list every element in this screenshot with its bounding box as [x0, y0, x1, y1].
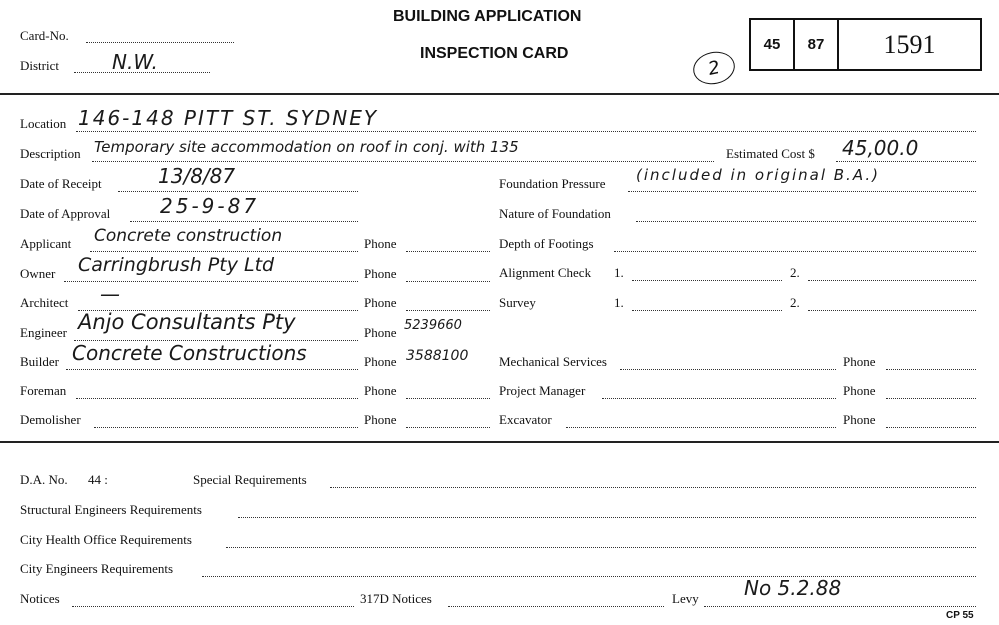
approval-value: 25-9-87	[160, 194, 260, 218]
applicant-phone-line	[406, 251, 490, 252]
project-manager-label: Project Manager	[499, 383, 586, 398]
circled-number	[690, 48, 738, 88]
foreman-phone-line	[406, 398, 490, 399]
special-requirements-line	[330, 487, 976, 488]
da-label: D.A. No.	[20, 472, 68, 487]
top-rule	[0, 93, 999, 95]
owner-label: Owner	[20, 266, 56, 281]
mechanical-phone-line	[886, 369, 976, 370]
survey-line2	[808, 310, 976, 311]
alignment-num1: 1.	[614, 265, 624, 280]
architect-value: —	[100, 282, 120, 306]
district-label: District	[20, 58, 59, 73]
location-label: Location	[20, 116, 67, 131]
foreman-phone-label: Phone	[364, 383, 397, 398]
levy-value: No 5.2.88	[744, 576, 842, 600]
project-manager-line	[602, 398, 836, 399]
demolisher-phone-label: Phone	[364, 412, 397, 427]
card-no-line	[86, 42, 234, 43]
builder-phone-value: 3588100	[406, 348, 469, 364]
foundation-pressure-line	[628, 191, 976, 192]
nature-line	[636, 221, 976, 222]
box-number: 1591	[883, 29, 936, 59]
city-engineers-label: City Engineers Requirements	[20, 561, 174, 576]
project-manager-phone-line	[886, 398, 976, 399]
applicant-label: Applicant	[20, 236, 72, 251]
notices-label: Notices	[20, 591, 60, 606]
notices-317d-label: 317D Notices	[360, 591, 432, 606]
project-manager-phone-label: Phone	[843, 383, 876, 398]
location-value: 146-148 PITT ST. SYDNEY	[78, 106, 379, 130]
engineer-phone-label: Phone	[364, 325, 397, 340]
description-line	[92, 161, 714, 162]
box-b: 87	[795, 20, 839, 69]
foundation-pressure-value: (included in original B.A.)	[636, 166, 880, 184]
estimated-cost-label: Estimated Cost $	[726, 146, 815, 161]
nature-label: Nature of Foundation	[499, 206, 611, 221]
health-line	[226, 547, 976, 548]
engineer-phone-value: 5239660	[404, 318, 462, 333]
middle-rule	[0, 441, 999, 443]
form-code: CP 55	[946, 610, 974, 621]
approval-line	[130, 221, 358, 222]
box-a: 45	[751, 20, 795, 69]
architect-phone-line	[406, 310, 490, 311]
applicant-line	[90, 251, 358, 252]
foreman-line	[76, 398, 358, 399]
owner-value: Carringbrush Pty Ltd	[78, 254, 275, 276]
alignment-line1	[632, 280, 782, 281]
structural-line	[238, 517, 976, 518]
demolisher-line	[94, 427, 358, 428]
location-line	[76, 131, 976, 132]
structural-label: Structural Engineers Requirements	[20, 502, 202, 517]
engineer-value: Anjo Consultants Pty	[78, 310, 296, 334]
city-engineers-line	[202, 576, 976, 577]
foreman-label: Foreman	[20, 383, 67, 398]
foundation-pressure-label: Foundation Pressure	[499, 176, 606, 191]
levy-label: Levy	[672, 591, 699, 606]
builder-phone-label: Phone	[364, 354, 397, 369]
survey-num2: 2.	[790, 295, 800, 310]
receipt-line	[118, 191, 358, 192]
card-no-label: Card-No.	[20, 28, 69, 43]
applicant-value: Concrete construction	[94, 226, 283, 246]
alignment-num2: 2.	[790, 265, 800, 280]
approval-label: Date of Approval	[20, 206, 111, 221]
mechanical-label: Mechanical Services	[499, 354, 607, 369]
excavator-line	[566, 427, 836, 428]
alignment-label: Alignment Check	[499, 265, 592, 280]
depth-label: Depth of Footings	[499, 236, 594, 251]
builder-line	[66, 369, 358, 370]
demolisher-label: Demolisher	[20, 412, 81, 427]
mechanical-line	[620, 369, 836, 370]
owner-phone-line	[406, 281, 490, 282]
notices-317d-line	[448, 606, 664, 607]
health-label: City Health Office Requirements	[20, 532, 192, 547]
excavator-phone-label: Phone	[843, 412, 876, 427]
excavator-phone-line	[886, 427, 976, 428]
excavator-label: Excavator	[499, 412, 552, 427]
receipt-value: 13/8/87	[158, 164, 236, 188]
demolisher-phone-line	[406, 427, 490, 428]
district-value: N.W.	[112, 50, 158, 74]
survey-line1	[632, 310, 782, 311]
card-number-boxes	[749, 18, 982, 71]
survey-label: Survey	[499, 295, 536, 310]
builder-label: Builder	[20, 354, 59, 369]
circled-number-text: 2	[706, 56, 722, 80]
builder-value: Concrete Constructions	[72, 341, 307, 365]
levy-line	[704, 606, 976, 607]
owner-phone-label: Phone	[364, 266, 397, 281]
description-label: Description	[20, 146, 81, 161]
survey-num1: 1.	[614, 295, 624, 310]
estimated-cost-value: 45,00.0	[842, 136, 919, 160]
special-requirements-label: Special Requirements	[193, 472, 307, 487]
depth-line	[614, 251, 976, 252]
architect-label: Architect	[20, 295, 69, 310]
description-value: Temporary site accommodation on roof in conj. with 135	[94, 138, 519, 156]
applicant-phone-label: Phone	[364, 236, 397, 251]
receipt-label: Date of Receipt	[20, 176, 102, 191]
alignment-line2	[808, 280, 976, 281]
engineer-label: Engineer	[20, 325, 67, 340]
notices-line	[72, 606, 354, 607]
architect-phone-label: Phone	[364, 295, 397, 310]
title-line2: INSPECTION CARD	[420, 45, 569, 62]
estimated-cost-line	[836, 161, 976, 162]
title-line1: BUILDING APPLICATION	[393, 8, 582, 25]
da-value: 44 :	[88, 472, 108, 487]
mechanical-phone-label: Phone	[843, 354, 876, 369]
